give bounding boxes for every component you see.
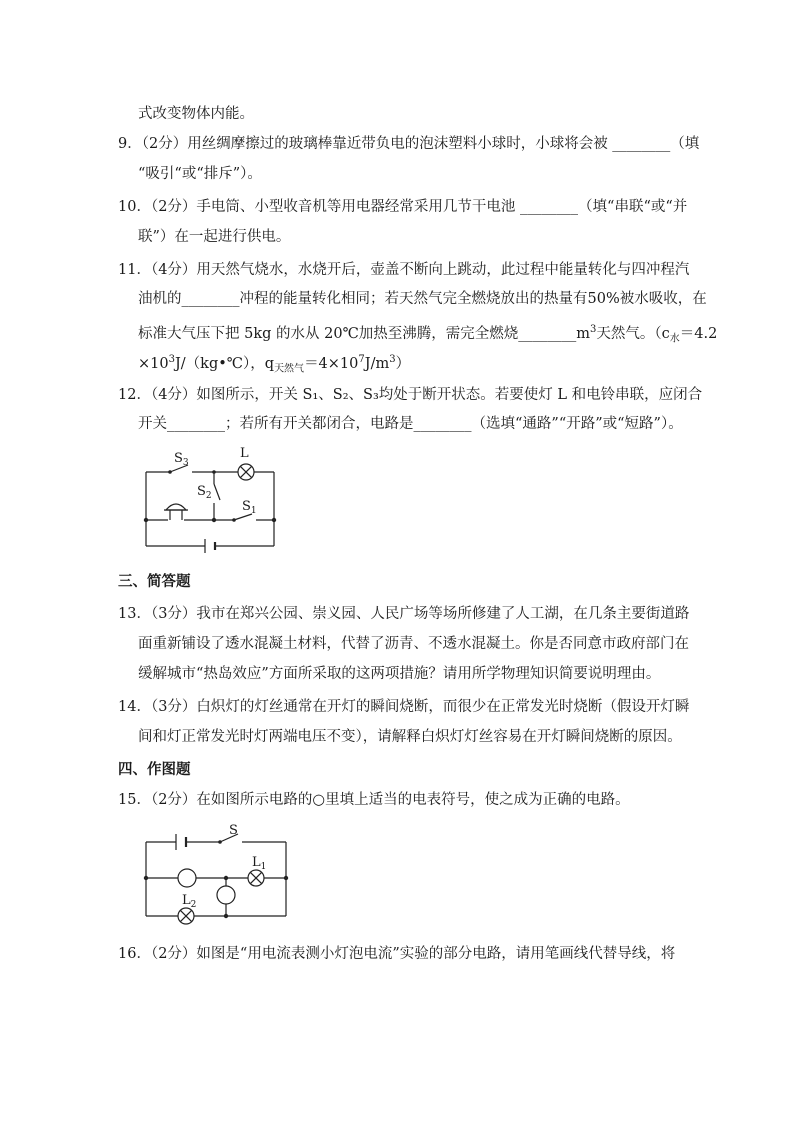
question-14-line-1: 14．（3分）白炽灯的灯丝通常在开灯的瞬间烧断，而很少在正常发光时烧断（假设开灯瞬 bbox=[118, 699, 690, 715]
question-16: 16．（2分）如图是“用电流表测小灯泡电流”实验的部分电路，请用笔画线代替导线，将 bbox=[118, 946, 676, 962]
s1-label: $S_1$ bbox=[242, 499, 257, 516]
question-12-line-1: 12．（4分）如图所示，开关 S₁、S₂、S₃均处于断开状态。若要使灯 L 和电铃串联，应闭合 bbox=[118, 387, 703, 403]
question-11-line-2: 油机的________冲程的能量转化相同；若天然气完全燃烧放出的热量有50%被水吸收，在 bbox=[138, 291, 707, 307]
question-12-line-2: 开关________；若所有开关都闭合，电路是________（选填“通路”“开路”或“短路”）。 bbox=[138, 416, 683, 432]
lamp-l1-label: $L_1$ bbox=[252, 855, 267, 872]
question-13-line-1: 13．（3分）我市在郑兴公园、崇义园、人民广场等场所修建了人工湖，在几条主要街道路 bbox=[118, 606, 690, 622]
circuit-diagram-2 bbox=[138, 822, 298, 926]
s3-label: $S_3$ bbox=[174, 451, 189, 468]
lamp-l2-label: $L_2$ bbox=[182, 893, 197, 910]
question-11-line-1: 11．（4分）用天然气烧水，水烧开后，壶盖不断向上跳动，此过程中能量转化与四冲程汽 bbox=[118, 262, 690, 278]
question-9-line-2: “吸引“或“排斥”）。 bbox=[138, 166, 262, 182]
s2-label: $S_2$ bbox=[197, 484, 212, 501]
bell-symbol bbox=[166, 504, 186, 510]
circuit-diagram-1 bbox=[130, 446, 290, 558]
question-13-line-2: 面重新铺设了透水混凝土材料，代替了沥青、不透水混凝土。你是否同意市政府部门在 bbox=[138, 636, 689, 652]
question-10-line-1: 10．（2分）手电筒、小型收音机等用电器经常采用几节干电池 ________（填“串联“或“并 bbox=[118, 199, 688, 215]
meter-circle-2 bbox=[217, 886, 235, 904]
switch-s-label: S bbox=[229, 823, 238, 838]
question-14-line-2: 间和灯正常发光时灯两端电压不变），请解释白炽灯灯丝容易在开灯瞬间烧断的原因。 bbox=[138, 729, 682, 745]
section-heading-4: 四、作图题 bbox=[118, 762, 191, 778]
question-11-line-3: 标准大气压下把 5kg 的水从 20℃加热至沸腾，需完全燃烧$\_\_\_\_\_\_\_\_m^3$天然气。（$c_水=4.2$ bbox=[138, 324, 718, 345]
section-heading-3: 三、简答题 bbox=[118, 574, 191, 590]
question-15: 15．（2分）在如图所示电路的○里填上适当的电表符号，使之成为正确的电路。 bbox=[118, 792, 630, 808]
question-13-line-3: 缓解城市“热岛效应”方面所采取的这两项措施？请用所学物理知识简要说明理由。 bbox=[138, 666, 661, 682]
question-9-line-1: 9．（2分）用丝绸摩擦过的玻璃棒靠近带负电的泡沫塑料小球时，小球将会被 ________（填 bbox=[118, 136, 700, 152]
lamp-l-label: L bbox=[240, 446, 249, 461]
text-line: 式改变物体内能。 bbox=[138, 106, 254, 122]
meter-circle-1 bbox=[178, 869, 196, 887]
question-10-line-2: 联”）在一起进行供电。 bbox=[138, 229, 291, 245]
question-11-line-4: $\times 10^3J/(kg•℃)$，$q_{天然气}=4\times 10^7J/m^3$） bbox=[138, 354, 411, 375]
